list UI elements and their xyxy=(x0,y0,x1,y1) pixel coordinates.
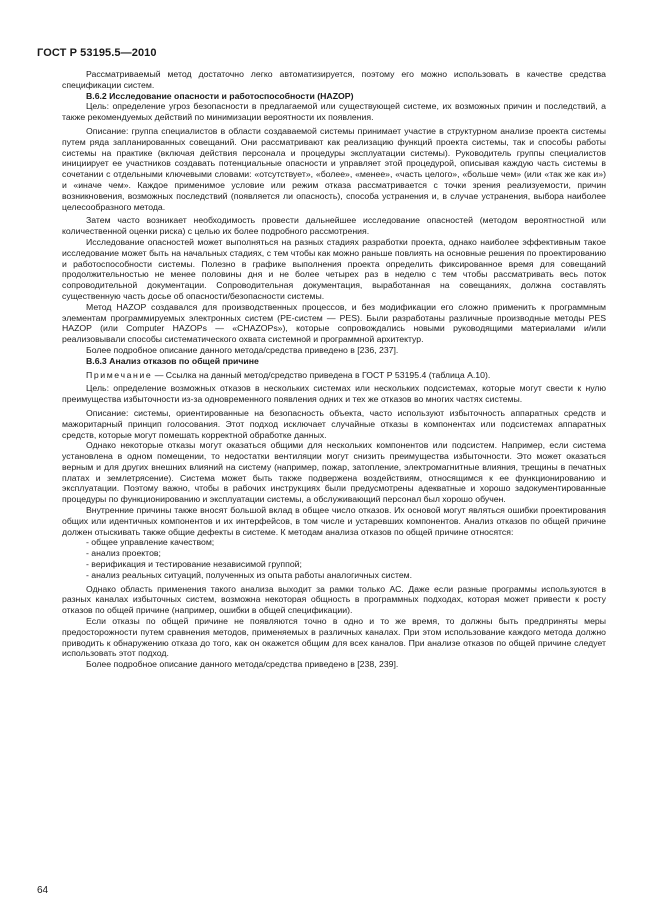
paragraph-hazop-further: Затем часто возникает необходимость провести дальнейшее исследование опасностей (методом вероятностной или количественной оценки риска) с целью их более подробного рассмотрения. xyxy=(62,215,606,237)
list-item: - анализ проектов; xyxy=(86,548,161,559)
paragraph-ccf-scope: Однако область применения такого анализа выходит за рамки только АС. Даже если разные программы используются в разных каналах избыточных систем, возможна некоторая общность в программных подходах, которая может привести к росту отказов по общей причине (например, ошибки в общей спецификации). xyxy=(62,583,606,616)
list-item: - верификация и тестирование независимой группой; xyxy=(86,559,302,570)
document-header: ГОСТ Р 53195.5—2010 xyxy=(37,47,157,59)
paragraph-ccf-references: Более подробное описание данного метода/средства приведено в [238, 239]. xyxy=(86,659,399,670)
document-body xyxy=(62,69,606,670)
paragraph-hazop-description: Описание: группа специалистов в области создаваемой системы принимает участие в структурном анализе проекта системы путем ряда запланированных совещаний. Они рассматривают как реализацию функций проекта системы, так и способы работы системы на практике (включая действия персонала и процедуры эксплуатации системы). Руководитель группы специалистов инициирует ее участников создавать потенциальные опасности и управляет этой процедурой, описывая каждую часть системы в сочетании с отдельными ключевыми словами: «отсутствует», «более», «менее», «часть целого», «больше чем» (или «так же как и») и «иначе чем». Каждое применимое условие или режим отказа рассматривается с точки зрения реализуемости, причин возникновения, возможных последствий (появляется ли опасность), способа устранения и, в случае устранения, выбора наиболее целесообразного метода. xyxy=(62,125,606,212)
list-item: - общее управление качеством; xyxy=(86,537,215,548)
paragraph-ccf-internal: Внутренние причины также вносят большой вклад в общее число отказов. Их основой могут являться ошибки проектирования общих или идентичных компонентов и их интерфейсов, в том числе и устаревших компонентов. Анализ отказов по общей причине должен отыскивать также общие дефекты в системе. К методам анализа отказов по общей причине относятся: xyxy=(62,505,606,537)
note-label: Примечание xyxy=(86,369,153,380)
paragraph-ccf-description: Описание: системы, ориентированные на безопасность объекта, часто используют избыточность аппаратных средств и мажоритарный принцип голосования. Этот подход исключает случайные отказы в компонентах или подсистемах аппаратных средств, которые могут помешать корректной обработке данных. xyxy=(62,407,606,440)
paragraph-hazop-pes: Метод HAZOP создавался для производственных процессов, и без модификации его сложно применить к программным элементам программируемых электронных систем (PE-систем — PES). Были разработаны различные производные методы PES HAZOP (или Computer HAZOPs — «CHAZOPs»), которые сопровождались новыми руководящими материалами и/или реализовывали способы систематического охвата системной и программной архитектур. xyxy=(62,301,606,345)
page-number: 64 xyxy=(37,885,49,896)
section-heading-b62: В.6.2 Исследование опасности и работоспособности (HAZOP) xyxy=(86,90,354,101)
paragraph-ccf-precautions: Если отказы по общей причине не появляются точно в одно и то же время, то должны быть предприняты меры предосторожности путем сравнения методов, применяемых в различных каналах. При этом использование каждого метода должно приводить к обнаружению отказа до того, как он окажется общим для всех каналов. При анализе отказов по общей причине следует использовать этот подход. xyxy=(62,616,606,659)
note-text: — Ссылка на данный метод/средство приведена в ГОСТ Р 53195.4 (таблица А.10). xyxy=(152,369,491,380)
paragraph-hazop-goal: Цель: определение угроз безопасности в предлагаемой или существующей системе, их возможных причин и последствий, а также рекомендуемых действий по минимизации вероятности их появления. xyxy=(62,101,606,123)
paragraph-hazop-stages: Исследование опасностей может выполняться на разных стадиях разработки проекта, однако наиболее эффективным такое исследование может быть на начальных стадиях, с тем чтобы как можно раньше повлиять на основные решения по проектированию и работоспособности системы. Полезно в графике выполнения проекта определить фиксированное время для совещаний продолжительностью не менее половины дня и не более четырех раз в неделю с тем чтобы рассматривать весь поток сопроводительной документации. Сопроводительная документация, выработанная на совещаниях, должна составлять существенную часть досье об опасности/безопасности системы. xyxy=(62,236,606,301)
section-heading-b63: В.6.3 Анализ отказов по общей причине xyxy=(86,355,259,366)
paragraph-hazop-references: Более подробное описание данного метода/средства приведено в [236, 237]. xyxy=(86,344,399,355)
paragraph-intro: Рассматриваемый метод достаточно легко автоматизируется, поэтому его можно использовать в качестве средства спецификации систем. xyxy=(62,69,606,90)
paragraph-ccf-common: Однако некоторые отказы могут оказаться общими для нескольких компонентов или подсистем. Например, если система установлена в одном помещении, то недостатки вентиляции могут снизить преимущества избыточности. Это может оказаться верным и для других внешних влияний на систему (например, пожар, затопление, электромагнитные влияния, трещины в печатных платах и землетрясение). Система может быть также подвержена воздействиям, относящимся к ее функционированию и эксплуатации. Поэтому важно, чтобы в рабочих инструкциях были предусмотрены адекватные и хорошо задокументированные процедуры по функционированию и эксплуатации системы, а обслуживающий персонал был хорошо обучен. xyxy=(62,440,606,505)
note xyxy=(62,370,606,381)
paragraph-ccf-goal: Цель: определение возможных отказов в нескольких системах или нескольких подсистемах, которые могут свести к нулю преимущества избыточности из-за одновременного появления одних и тех же отказов во многих частях системы. xyxy=(62,383,606,405)
list-item: - анализ реальных ситуаций, полученных из опыта работы аналогичных систем. xyxy=(86,569,413,580)
